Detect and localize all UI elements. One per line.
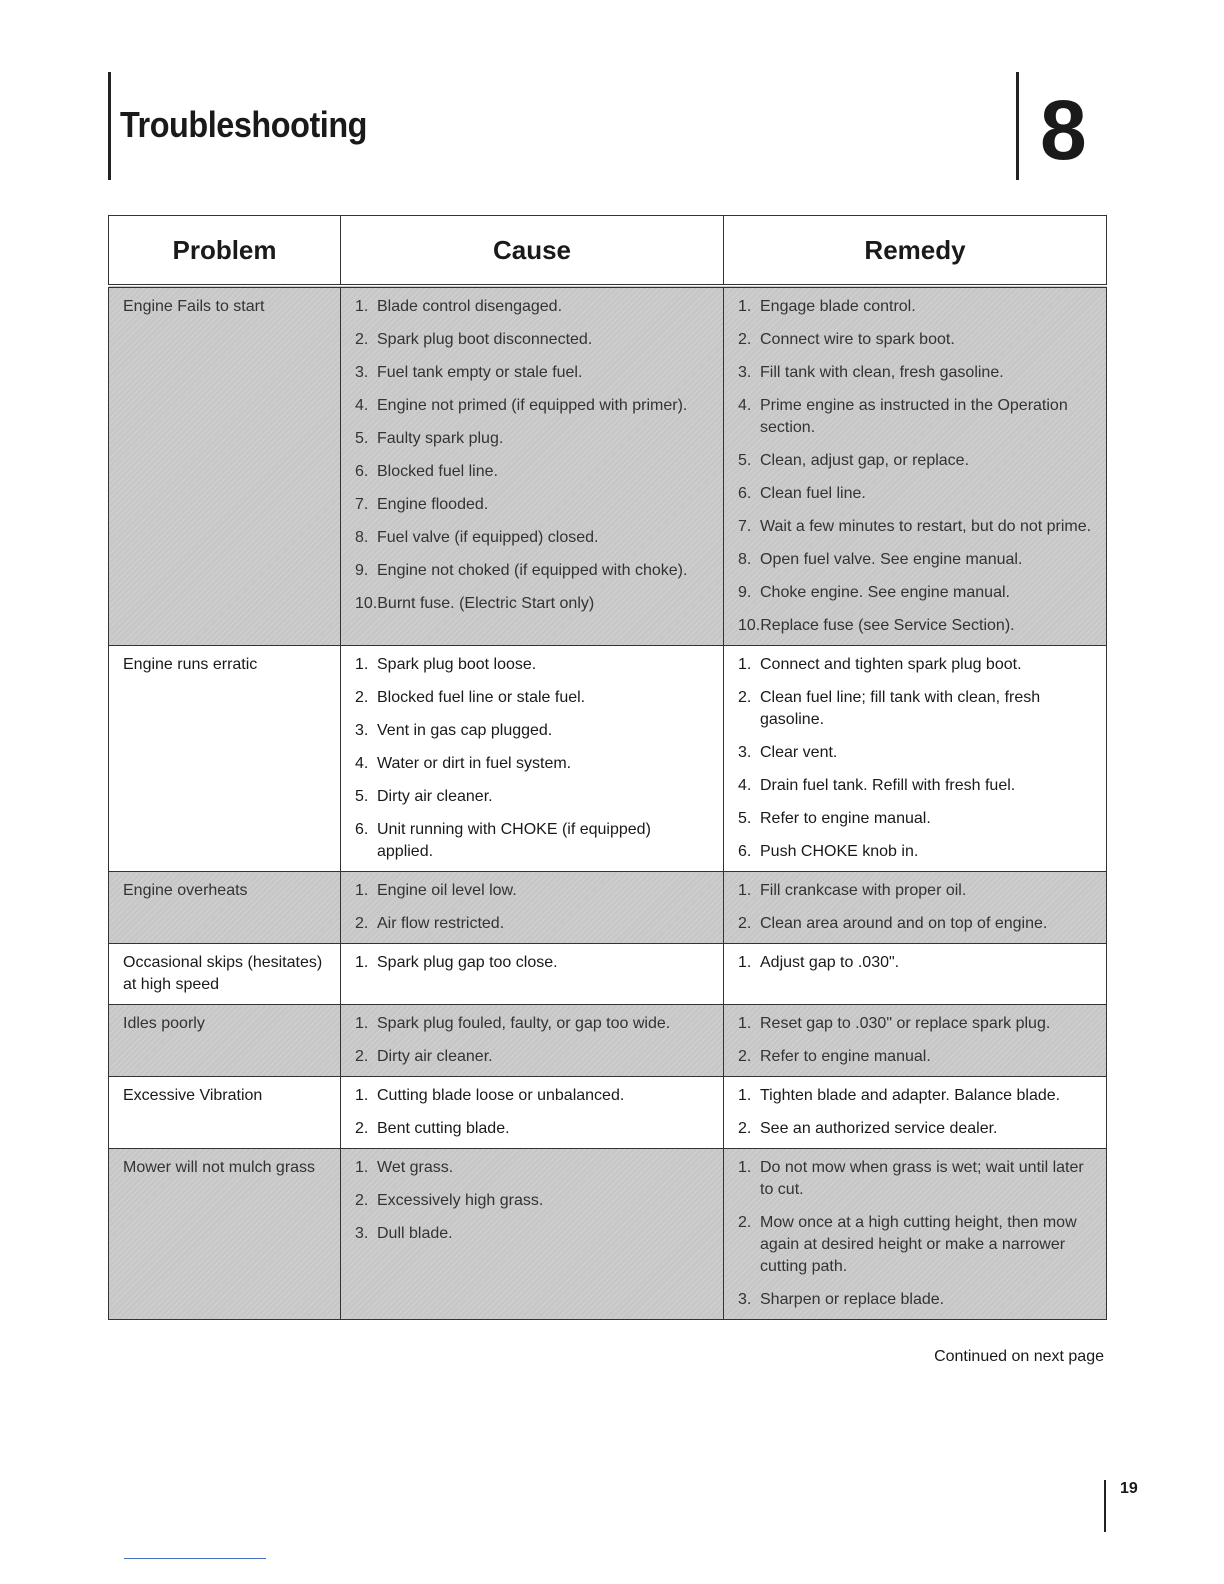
- cause-list-item: [355, 593, 709, 615]
- remedy-list-item: [738, 775, 1092, 797]
- chapter-number: 8: [1040, 83, 1087, 177]
- remedy-list-item: [738, 880, 1092, 902]
- remedy-list-item: [738, 395, 1092, 439]
- remedy-cell: [724, 1077, 1107, 1149]
- cause-list-item: [355, 296, 709, 318]
- cause-text: Burnt fuse. (Electric Start only): [377, 595, 595, 612]
- remedy-text: Do not mow when grass is wet; wait until later to cut.: [760, 1159, 1084, 1198]
- item-number: 1.: [738, 1015, 752, 1032]
- item-number: 2.: [738, 1120, 752, 1137]
- problem-cell: Engine runs erratic: [109, 646, 341, 872]
- remedy-list-item: [738, 1013, 1092, 1035]
- column-header-remedy: Remedy: [724, 216, 1107, 287]
- cause-list-item: [355, 1085, 709, 1107]
- remedy-list-item: [738, 549, 1092, 571]
- remedy-list-item: [738, 913, 1092, 935]
- cause-list-item: [355, 1190, 709, 1212]
- cause-text: Spark plug boot disconnected.: [377, 331, 593, 348]
- table-row: [109, 286, 1107, 646]
- item-number: 2.: [738, 1214, 752, 1231]
- item-number: 5.: [738, 452, 752, 469]
- cause-text: Dirty air cleaner.: [377, 1048, 493, 1065]
- item-number: 3.: [738, 1291, 752, 1308]
- item-number: 1.: [738, 1087, 752, 1104]
- remedy-cell: [724, 286, 1107, 646]
- item-number: 2.: [355, 915, 369, 932]
- item-number: 5.: [738, 810, 752, 827]
- cause-list-item: [355, 1013, 709, 1035]
- problem-cell: Mower will not mulch grass: [109, 1149, 341, 1320]
- cause-list-item: [355, 952, 709, 974]
- remedy-list-item: [738, 483, 1092, 505]
- remedy-list-item: [738, 654, 1092, 676]
- item-number: 1.: [738, 954, 752, 971]
- cause-list-item: [355, 1046, 709, 1068]
- remedy-list-item: [738, 1289, 1092, 1311]
- table-body: [109, 286, 1107, 1320]
- item-number: 4.: [355, 755, 369, 772]
- cause-text: Wet grass.: [377, 1159, 454, 1176]
- problem-cell: Occasional skips (hesitates) at high speed: [109, 944, 341, 1005]
- cause-text: Air flow restricted.: [377, 915, 505, 932]
- cause-text: Spark plug gap too close.: [377, 954, 558, 971]
- item-number: 1.: [738, 882, 752, 899]
- column-header-cause: Cause: [341, 216, 724, 287]
- remedy-list-item: [738, 582, 1092, 604]
- cause-list-item: [355, 880, 709, 902]
- item-number: 2.: [738, 331, 752, 348]
- cause-text: Engine not choked (if equipped with choke).: [377, 562, 688, 579]
- item-number: 1.: [738, 656, 752, 673]
- column-header-problem: Problem: [109, 216, 341, 287]
- remedy-list-item: [738, 1212, 1092, 1278]
- item-number: 7.: [738, 518, 752, 535]
- remedy-text: See an authorized service dealer.: [760, 1120, 998, 1137]
- cause-text: Blocked fuel line or stale fuel.: [377, 689, 586, 706]
- cause-list-item: [355, 329, 709, 351]
- item-number: 6.: [738, 485, 752, 502]
- remedy-text: Choke engine. See engine manual.: [760, 584, 1010, 601]
- cause-cell: [341, 1005, 724, 1077]
- problem-cell: Idles poorly: [109, 1005, 341, 1077]
- cause-text: Fuel valve (if equipped) closed.: [377, 529, 599, 546]
- item-number: 1.: [355, 882, 369, 899]
- table-row: [109, 646, 1107, 872]
- remedy-list-item: [738, 615, 1092, 637]
- cause-text: Engine flooded.: [377, 496, 489, 513]
- item-number: 8.: [738, 551, 752, 568]
- table-row: [109, 872, 1107, 944]
- cause-cell: [341, 1077, 724, 1149]
- cause-text: Vent in gas cap plugged.: [377, 722, 553, 739]
- cause-cell: [341, 1149, 724, 1320]
- remedy-cell: [724, 646, 1107, 872]
- item-number: 4.: [738, 397, 752, 414]
- problem-cell: Engine overheats: [109, 872, 341, 944]
- remedy-text: Tighten blade and adapter. Balance blade.: [760, 1087, 1061, 1104]
- remedy-text: Reset gap to .030" or replace spark plug.: [760, 1015, 1051, 1032]
- item-number: 1.: [738, 298, 752, 315]
- remedy-list-item: [738, 808, 1092, 830]
- item-number: 7.: [355, 496, 369, 513]
- remedy-text: Refer to engine manual.: [760, 1048, 931, 1065]
- remedy-list-item: [738, 1085, 1092, 1107]
- remedy-cell: [724, 872, 1107, 944]
- item-number: 9.: [738, 584, 752, 601]
- item-number: 1.: [738, 1159, 752, 1176]
- item-number: 2.: [355, 689, 369, 706]
- cause-text: Spark plug fouled, faulty, or gap too wide.: [377, 1015, 671, 1032]
- item-number: 9.: [355, 562, 369, 579]
- remedy-text: Open fuel valve. See engine manual.: [760, 551, 1023, 568]
- item-number: 2.: [355, 1048, 369, 1065]
- remedy-cell: [724, 1005, 1107, 1077]
- cause-list-item: [355, 362, 709, 384]
- item-number: 2.: [355, 1192, 369, 1209]
- item-number: 3.: [738, 744, 752, 761]
- item-number: 2.: [738, 1048, 752, 1065]
- cause-cell: [341, 872, 724, 944]
- remedy-list-item: [738, 1118, 1092, 1140]
- table-header-row: [109, 216, 1107, 287]
- remedy-text: Fill crankcase with proper oil.: [760, 882, 967, 899]
- remedy-list-item: [738, 841, 1092, 863]
- cause-cell: [341, 286, 724, 646]
- remedy-list-item: [738, 687, 1092, 731]
- cause-list-item: [355, 1118, 709, 1140]
- item-number: 1.: [355, 1015, 369, 1032]
- item-number: 3.: [355, 722, 369, 739]
- item-number: 6.: [738, 843, 752, 860]
- cause-text: Blocked fuel line.: [377, 463, 498, 480]
- troubleshooting-table: [108, 215, 1107, 1320]
- cause-list-item: [355, 687, 709, 709]
- cause-text: Engine oil level low.: [377, 882, 517, 899]
- remedy-list-item: [738, 742, 1092, 764]
- remedy-text: Clean fuel line; fill tank with clean, fresh gasoline.: [760, 689, 1041, 728]
- remedy-text: Clean, adjust gap, or replace.: [760, 452, 970, 469]
- cause-list-item: [355, 461, 709, 483]
- remedy-cell: [724, 944, 1107, 1005]
- remedy-text: Engage blade control.: [760, 298, 916, 315]
- remedy-cell: [724, 1149, 1107, 1320]
- cause-text: Fuel tank empty or stale fuel.: [377, 364, 583, 381]
- remedy-text: Connect and tighten spark plug boot.: [760, 656, 1022, 673]
- cause-list-item: [355, 819, 709, 863]
- cause-list-item: [355, 1157, 709, 1179]
- item-number: 2.: [355, 1120, 369, 1137]
- item-number: 10.: [355, 595, 378, 612]
- table-row: [109, 944, 1107, 1005]
- remedy-text: Clean area around and on top of engine.: [760, 915, 1048, 932]
- cause-text: Spark plug boot loose.: [377, 656, 537, 673]
- remedy-list-item: [738, 952, 1092, 974]
- cause-text: Excessively high grass.: [377, 1192, 544, 1209]
- item-number: 6.: [355, 463, 369, 480]
- cause-text: Unit running with CHOKE (if equipped) applied.: [377, 821, 651, 860]
- remedy-list-item: [738, 362, 1092, 384]
- cause-text: Water or dirt in fuel system.: [377, 755, 572, 772]
- cause-list-item: [355, 753, 709, 775]
- footer-rule: [1104, 1480, 1106, 1532]
- item-number: 2.: [738, 915, 752, 932]
- table-row: [109, 1005, 1107, 1077]
- problem-cell: Excessive Vibration: [109, 1077, 341, 1149]
- header-rule-left: [108, 72, 111, 180]
- cause-text: Dull blade.: [377, 1225, 453, 1242]
- item-number: 3.: [738, 364, 752, 381]
- item-number: 3.: [355, 364, 369, 381]
- cause-list-item: [355, 720, 709, 742]
- item-number: 4.: [738, 777, 752, 794]
- remedy-text: Push CHOKE knob in.: [760, 843, 919, 860]
- remedy-list-item: [738, 329, 1092, 351]
- item-number: 5.: [355, 430, 369, 447]
- item-number: 2.: [355, 331, 369, 348]
- problem-cell: Engine Fails to start: [109, 286, 341, 646]
- remedy-text: Prime engine as instructed in the Operation section.: [760, 397, 1068, 436]
- cause-list-item: [355, 913, 709, 935]
- cause-list-item: [355, 527, 709, 549]
- page-title: Troubleshooting: [120, 104, 368, 145]
- item-number: 4.: [355, 397, 369, 414]
- table-row: [109, 1077, 1107, 1149]
- remedy-text: Connect wire to spark boot.: [760, 331, 955, 348]
- cause-list-item: [355, 654, 709, 676]
- item-number: 1.: [355, 954, 369, 971]
- item-number: 8.: [355, 529, 369, 546]
- page-number: 19: [1120, 1480, 1138, 1497]
- cause-text: Blade control disengaged.: [377, 298, 563, 315]
- remedy-text: Fill tank with clean, fresh gasoline.: [760, 364, 1004, 381]
- remedy-text: Clean fuel line.: [760, 485, 866, 502]
- cause-text: Cutting blade loose or unbalanced.: [377, 1087, 625, 1104]
- cause-list-item: [355, 395, 709, 417]
- remedy-text: Wait a few minutes to restart, but do not prime.: [760, 518, 1092, 535]
- cause-list-item: [355, 560, 709, 582]
- item-number: 6.: [355, 821, 369, 838]
- remedy-list-item: [738, 1157, 1092, 1201]
- item-number: 1.: [355, 298, 369, 315]
- cause-text: Dirty air cleaner.: [377, 788, 493, 805]
- cause-cell: [341, 646, 724, 872]
- table-row: [109, 1149, 1107, 1320]
- header-rule-right: [1016, 72, 1019, 180]
- item-number: 1.: [355, 1087, 369, 1104]
- bottom-link-underline: [124, 1558, 266, 1559]
- remedy-text: Refer to engine manual.: [760, 810, 931, 827]
- item-number: 5.: [355, 788, 369, 805]
- cause-list-item: [355, 494, 709, 516]
- item-number: 3.: [355, 1225, 369, 1242]
- item-number: 1.: [355, 656, 369, 673]
- continued-note: Continued on next page: [934, 1348, 1104, 1365]
- remedy-list-item: [738, 296, 1092, 318]
- cause-list-item: [355, 786, 709, 808]
- remedy-list-item: [738, 1046, 1092, 1068]
- remedy-text: Adjust gap to .030".: [760, 954, 900, 971]
- remedy-list-item: [738, 450, 1092, 472]
- remedy-text: Mow once at a high cutting height, then mow again at desired height or make a narrower cutting path.: [760, 1214, 1077, 1275]
- cause-list-item: [355, 428, 709, 450]
- item-number: 2.: [738, 689, 752, 706]
- cause-text: Engine not primed (if equipped with primer).: [377, 397, 688, 414]
- remedy-list-item: [738, 516, 1092, 538]
- cause-list-item: [355, 1223, 709, 1245]
- remedy-text: Drain fuel tank. Refill with fresh fuel.: [760, 777, 1016, 794]
- remedy-text: Clear vent.: [760, 744, 838, 761]
- item-number: 1.: [355, 1159, 369, 1176]
- cause-text: Faulty spark plug.: [377, 430, 504, 447]
- cause-cell: [341, 944, 724, 1005]
- remedy-text: Sharpen or replace blade.: [760, 1291, 945, 1308]
- cause-text: Bent cutting blade.: [377, 1120, 510, 1137]
- remedy-text: Replace fuse (see Service Section).: [760, 617, 1015, 634]
- item-number: 10.: [738, 617, 761, 634]
